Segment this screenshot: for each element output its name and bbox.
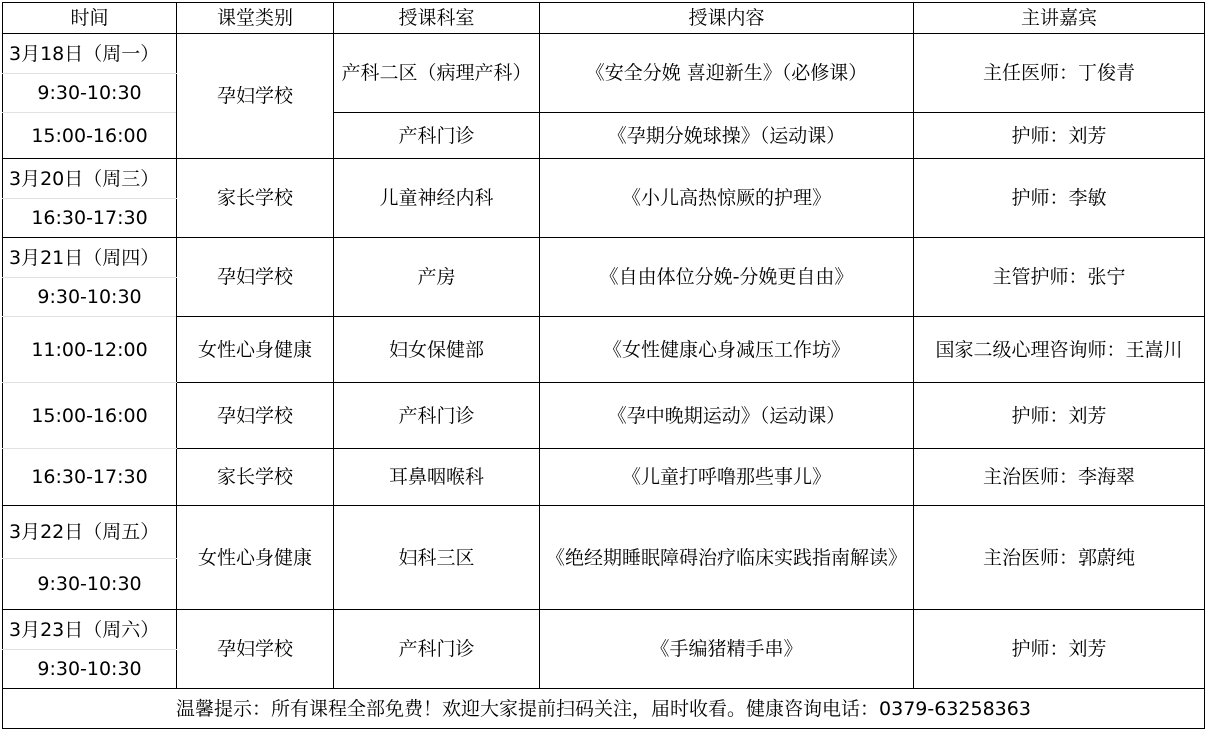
date-cell: 3月23日（周六） [3,610,177,650]
content-cell: 《绝经期睡眠障碍治疗临床实践指南解读》 [540,506,914,610]
table-row [3,449,1205,506]
department-cell: 产科二区（病理产科） [334,34,540,113]
department-cell: 产房 [334,238,540,317]
content-cell: 《孕期分娩球操》（运动课） [540,113,914,159]
header-row [3,3,1205,34]
department-cell: 妇科三区 [334,506,540,610]
date-cell: 3月18日（周一） [3,34,177,74]
header-speaker: 主讲嘉宾 [914,3,1205,34]
table-row [3,506,1205,559]
date-cell: 3月22日（周五） [3,506,177,559]
content-cell: 《小儿高热惊厥的护理》 [540,159,914,238]
table-row [3,610,1205,650]
speaker-cell: 主治医师：郭蔚纯 [914,506,1205,610]
table-row [3,34,1205,74]
category-cell: 女性心身健康 [177,317,334,383]
speaker-cell: 国家二级心理咨询师：王嵩川 [914,317,1205,383]
category-cell: 女性心身健康 [177,506,334,610]
time-cell: 16:30-17:30 [3,449,177,506]
table-row [3,159,1205,199]
time-cell: 9:30-10:30 [3,559,177,610]
category-cell: 孕妇学校 [177,238,334,317]
department-cell: 妇女保健部 [334,317,540,383]
category-cell: 孕妇学校 [177,610,334,689]
notice-row [3,689,1205,729]
time-cell: 16:30-17:30 [3,199,177,238]
department-cell: 耳鼻咽喉科 [334,449,540,506]
time-cell: 15:00-16:00 [3,113,177,159]
speaker-cell: 护师：刘芳 [914,113,1205,159]
speaker-cell: 主任医师：丁俊青 [914,34,1205,113]
speaker-cell: 主管护师：张宁 [914,238,1205,317]
content-cell: 《手编猪精手串》 [540,610,914,689]
table-row [3,238,1205,278]
course-schedule-table [2,2,1205,729]
department-cell: 产科门诊 [334,383,540,449]
speaker-cell: 护师：刘芳 [914,610,1205,689]
speaker-cell: 护师：刘芳 [914,383,1205,449]
time-cell: 15:00-16:00 [3,383,177,449]
category-cell: 孕妇学校 [177,383,334,449]
time-cell: 9:30-10:30 [3,650,177,689]
content-cell: 《女性健康心身减压工作坊》 [540,317,914,383]
time-cell: 11:00-12:00 [3,317,177,383]
table-row [3,317,1205,383]
category-cell: 孕妇学校 [177,34,334,159]
header-department: 授课科室 [334,3,540,34]
header-time: 时间 [3,3,177,34]
content-cell: 《安全分娩 喜迎新生》（必修课） [540,34,914,113]
content-cell: 《儿童打呼噜那些事儿》 [540,449,914,506]
time-cell: 9:30-10:30 [3,278,177,317]
header-content: 授课内容 [540,3,914,34]
time-cell: 9:30-10:30 [3,74,177,113]
department-cell: 产科门诊 [334,610,540,689]
table-row [3,383,1205,449]
date-cell: 3月21日（周四） [3,238,177,278]
content-cell: 《自由体位分娩-分娩更自由》 [540,238,914,317]
notice-text: 温馨提示：所有课程全部免费！欢迎大家提前扫码关注，届时收看。健康咨询电话：0379-63258363 [3,689,1205,729]
speaker-cell: 主治医师：李海翠 [914,449,1205,506]
speaker-cell: 护师：李敏 [914,159,1205,238]
department-cell: 产科门诊 [334,113,540,159]
header-category: 课堂类别 [177,3,334,34]
category-cell: 家长学校 [177,159,334,238]
content-cell: 《孕中晚期运动》（运动课） [540,383,914,449]
department-cell: 儿童神经内科 [334,159,540,238]
date-cell: 3月20日（周三） [3,159,177,199]
category-cell: 家长学校 [177,449,334,506]
